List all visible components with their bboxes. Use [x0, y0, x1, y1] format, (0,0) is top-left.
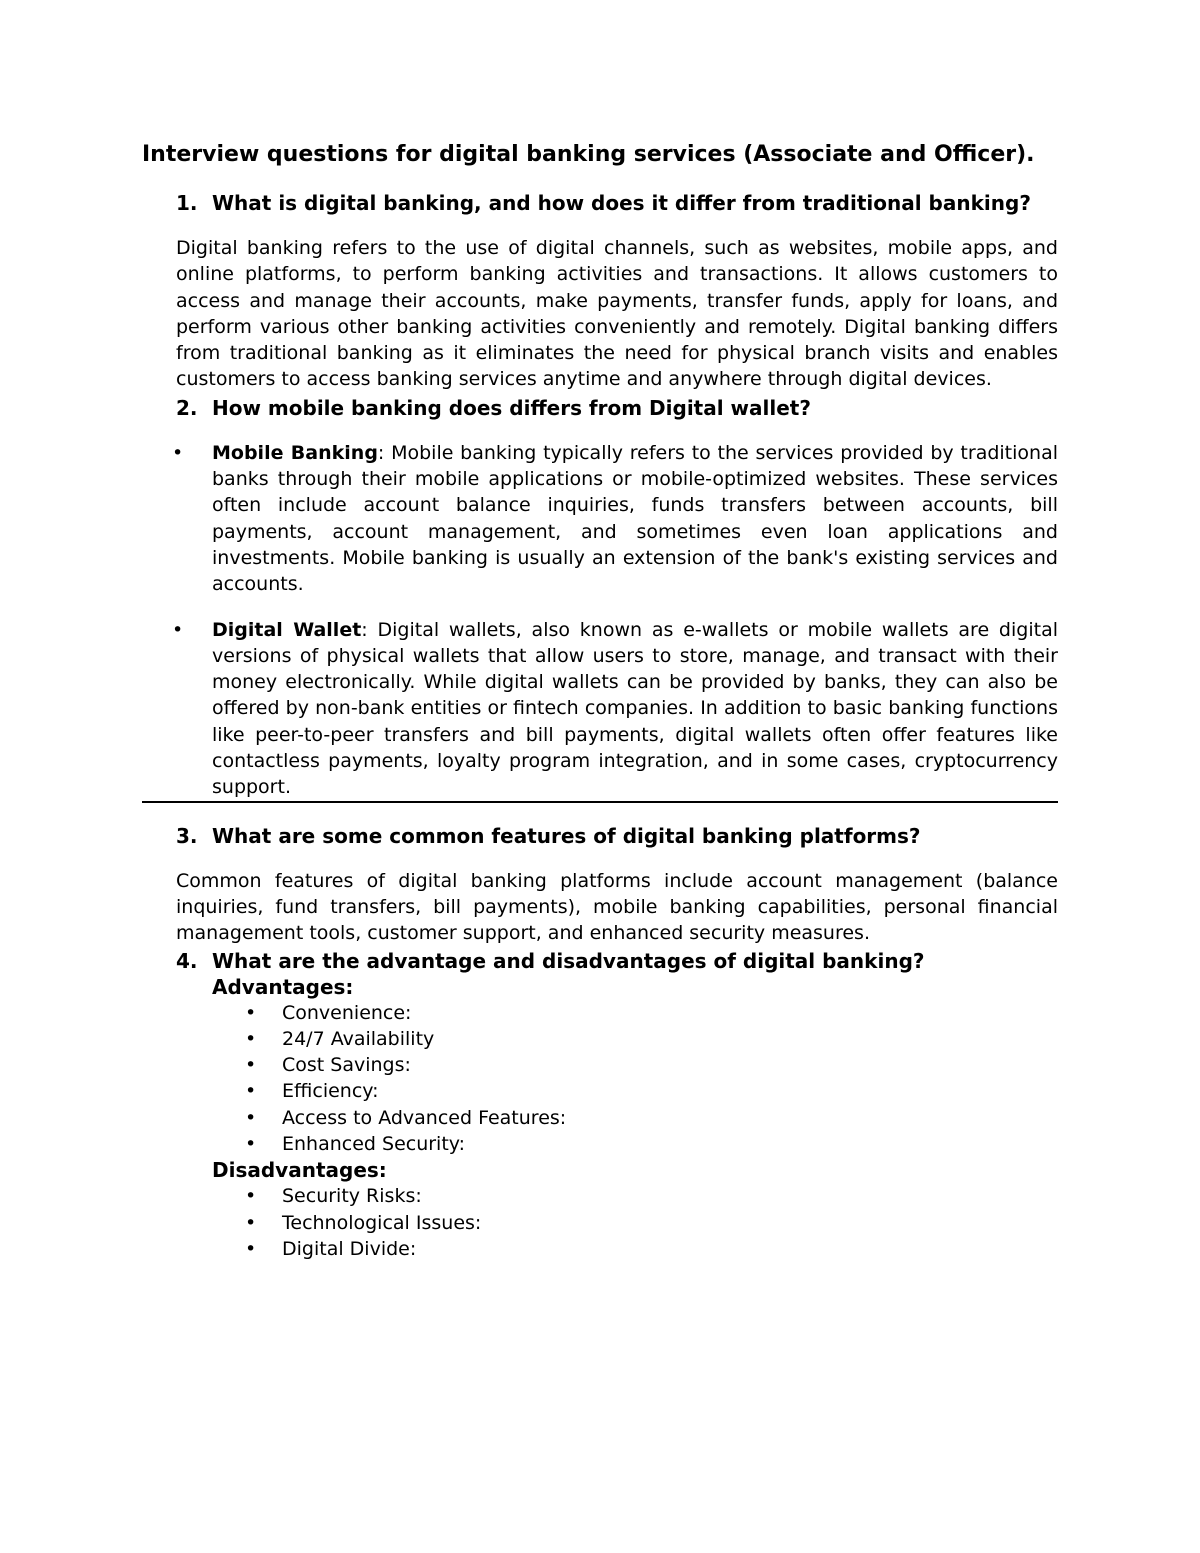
definition-digital-wallet: : Digital wallets, also known as e-wallets or mobile wallets are digital versions of physical wallets that allow users to store, manage, and transact with their money electronically. While digital wallets can be provided by banks, they can also be offered by non-bank entities or fintech companies. In addition to basic banking functions like peer-to-peer transfers and bill payments, digital wallets often offer features like contactless payments, loyalty program integration, and in some cases, cryptocurrency support.	[212, 618, 1058, 799]
question-3-number: 3.	[176, 823, 198, 848]
disadvantage-item: • Technological Issues:	[142, 1210, 1058, 1236]
bullet-icon: •	[245, 1027, 257, 1050]
advantage-item: • Access to Advanced Features:	[142, 1105, 1058, 1131]
disadvantage-item: • Security Risks:	[142, 1183, 1058, 1209]
bullet-digital-wallet	[142, 617, 1058, 801]
advantage-item: • Efficiency:	[142, 1078, 1058, 1104]
bullet-icon: •	[245, 1106, 257, 1129]
document-body	[142, 139, 1058, 1262]
bullet-icon: •	[245, 1133, 257, 1156]
question-3-text: What are some common features of digital banking platforms?	[212, 823, 921, 848]
question-1	[142, 190, 1058, 216]
bullet-icon: •	[245, 1211, 257, 1234]
advantages-heading: Advantages:	[212, 974, 354, 999]
bullet-icon: •	[245, 1237, 257, 1260]
advantage-item: • 24/7 Availability	[142, 1026, 1058, 1052]
question-1-text: What is digital banking, and how does it differ from traditional banking?	[212, 191, 1031, 215]
horizontal-rule	[142, 801, 1058, 803]
advantage-item: • Enhanced Security:	[142, 1131, 1058, 1157]
bullet-mobile-banking	[142, 440, 1058, 598]
term-mobile-banking: Mobile Banking	[212, 441, 378, 464]
bullet-icon: •	[172, 441, 184, 464]
question-1-number: 1.	[176, 191, 198, 215]
disadvantage-item: • Digital Divide:	[142, 1236, 1058, 1262]
definition-mobile-banking: : Mobile banking typically refers to the services provided by traditional banks through their mobile applications or mobile-optimized websites. These services often include account balance inquiries, funds transfers between accounts, bill payments, account management, and sometimes even loan applications and investments. Mobile banking is usually an extension of the bank's existing services and accounts.	[212, 441, 1058, 596]
answer-3: Common features of digital banking platforms include account management (balance inquiries, fund transfers, bill payments), mobile banking capabilities, personal financial management tools, customer support, and enhanced security measures.	[176, 869, 1058, 945]
question-4-text: What are the advantage and disadvantages of digital banking?	[212, 948, 925, 973]
advantage-item: • Convenience:	[142, 1000, 1058, 1026]
bullet-icon: •	[245, 1185, 257, 1208]
question-2	[142, 395, 1058, 421]
disadvantages-heading: Disadvantages:	[212, 1158, 387, 1183]
document-title: Interview questions for digital banking services (Associate and Officer).	[142, 142, 1035, 167]
question-4-number: 4.	[176, 948, 198, 973]
term-digital-wallet: Digital Wallet	[212, 618, 362, 641]
bullet-icon: •	[245, 1001, 257, 1024]
bullet-icon: •	[245, 1080, 257, 1103]
question-2-number: 2.	[176, 395, 198, 420]
question-2-text: How mobile banking does differs from Digital wallet?	[212, 395, 811, 420]
question-4	[142, 948, 1058, 974]
bullet-icon: •	[245, 1054, 257, 1077]
answer-1: Digital banking refers to the use of digital channels, such as websites, mobile apps, and online platforms, to perform banking activities and transactions. It allows customers to access and manage their accounts, make payments, transfer funds, apply for loans, and perform various other banking activities conveniently and remotely. Digital banking differs from traditional banking as it eliminates the need for physical branch visits and enables customers to access banking services anytime and anywhere through digital devices.	[176, 237, 1058, 391]
bullet-icon: •	[172, 618, 184, 641]
question-3	[142, 823, 1058, 849]
advantage-item: • Cost Savings:	[142, 1052, 1058, 1078]
